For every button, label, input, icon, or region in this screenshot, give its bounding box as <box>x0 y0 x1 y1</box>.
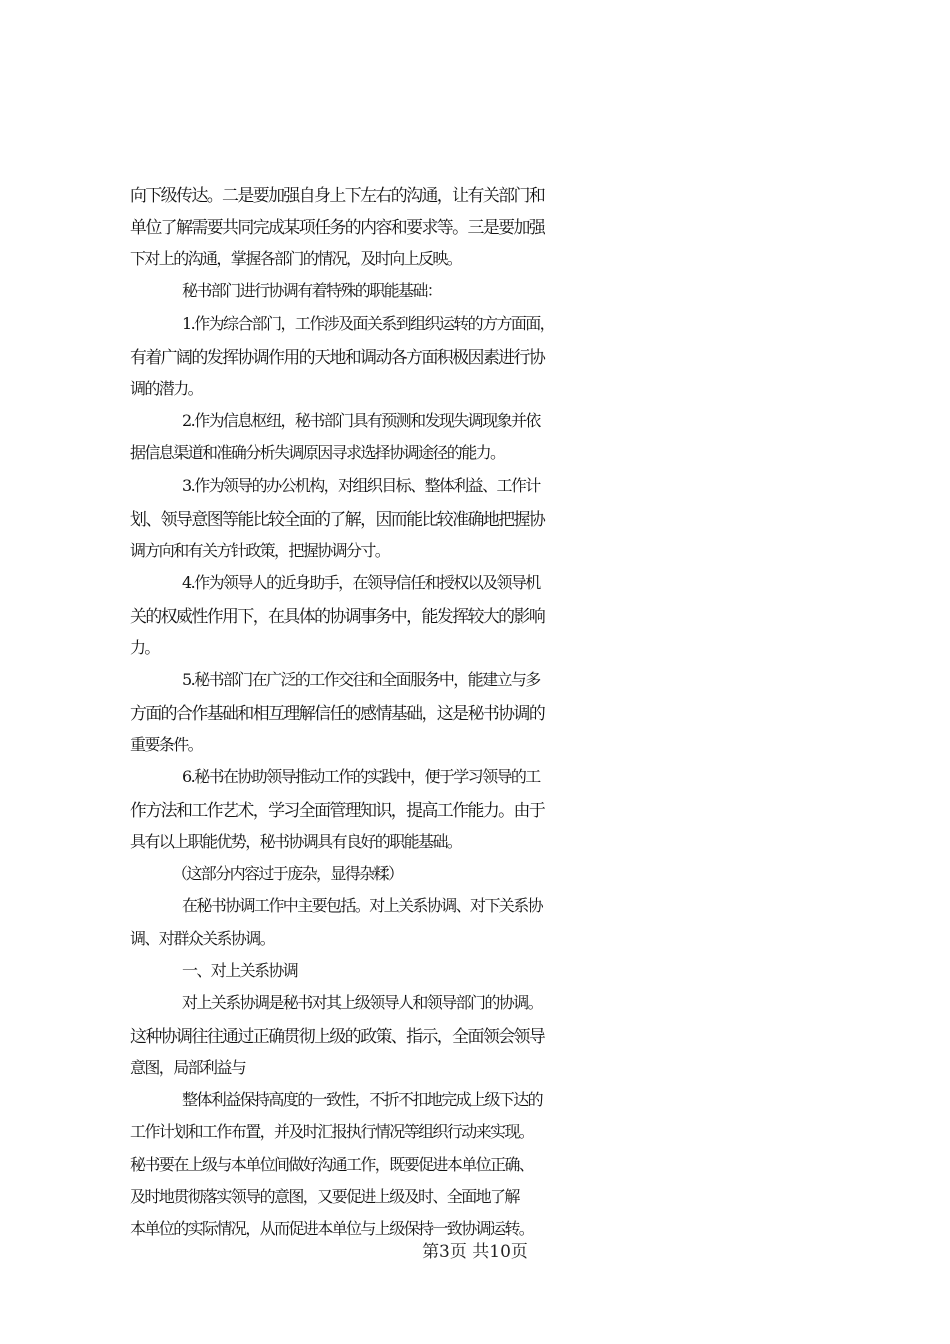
text-line: 作方法和工作艺术，学习全面管理知识，提高工作能力。由于 <box>130 800 545 820</box>
text-line: 本单位的实际情况，从而促进本单位与上级保持一致协调运转。 <box>130 1219 534 1238</box>
text-line: 下对上的沟通，掌握各部门的情况，及时向上反映。 <box>130 249 462 268</box>
text-line: 1.作为综合部门，工作涉及面关系到组织运转的方方面面， <box>182 314 555 333</box>
text-line: （这部分内容过于庞杂，显得杂糅） <box>172 864 403 883</box>
text-line: 方面的合作基础和相互理解信任的感情基础，这是秘书协调的 <box>130 703 545 723</box>
text-line: 重要条件。 <box>130 735 203 754</box>
text-line: 意图，局部利益与 <box>130 1058 246 1077</box>
text-line: 据信息渠道和准确分析失调原因寻求选择协调途径的能力。 <box>130 443 505 462</box>
text-line: 秘书部门进行协调有着特殊的职能基础： <box>182 281 442 300</box>
text-line: 工作计划和工作布置，并及时汇报执行情况等组织行动来实现。 <box>130 1122 534 1141</box>
text-line: 调的潜力。 <box>130 379 203 398</box>
text-line: 对上关系协调是秘书对其上级领导人和领导部门的协调。 <box>182 993 543 1012</box>
page-number-footer: 第3页 共10页 <box>422 1242 528 1262</box>
text-line: 力。 <box>130 638 159 657</box>
text-line: 调方向和有关方针政策，把握协调分寸。 <box>130 541 390 560</box>
text-line: 调、对群众关系协调。 <box>130 929 275 948</box>
text-line: 这种协调往往通过正确贯彻上级的政策、指示，全面领会领导 <box>130 1026 545 1046</box>
text-line: 具有以上职能优势，秘书协调具有良好的职能基础。 <box>130 832 462 851</box>
text-line: 及时地贯彻落实领导的意图，又要促进上级及时、全面地了解 <box>130 1187 519 1206</box>
text-line: 在秘书协调工作中主要包括。对上关系协调、对下关系协 <box>182 896 543 915</box>
section-heading: 一、对上关系协调 <box>182 961 298 980</box>
text-line: 6.秘书在协助领导推动工作的实践中，便于学习领导的工 <box>182 767 540 786</box>
text-line: 5.秘书部门在广泛的工作交往和全面服务中，能建立与多 <box>182 670 540 689</box>
text-line: 划、领导意图等能比较全面的了解，因而能比较准确地把握协 <box>130 509 545 529</box>
text-line: 秘书要在上级与本单位间做好沟通工作，既要促进本单位正确、 <box>130 1155 534 1174</box>
text-line: 整体利益保持高度的一致性，不折不扣地完成上级下达的 <box>182 1090 543 1109</box>
text-line: 4.作为领导人的近身助手，在领导信任和授权以及领导机 <box>182 573 540 592</box>
text-line: 向下级传达。二是要加强自身上下左右的沟通，让有关部门和 <box>130 185 545 205</box>
text-line: 3.作为领导的办公机构，对组织目标、整体利益、工作计 <box>182 476 540 495</box>
text-line: 关的权威性作用下，在具体的协调事务中，能发挥较大的影响 <box>130 606 545 626</box>
text-line: 单位了解需要共同完成某项任务的内容和要求等。三是要加强 <box>130 217 545 237</box>
text-line: 有着广阔的发挥协调作用的天地和调动各方面积极因素进行协 <box>130 347 545 367</box>
text-line: 2.作为信息枢纽，秘书部门具有预测和发现失调现象并依 <box>182 411 540 430</box>
